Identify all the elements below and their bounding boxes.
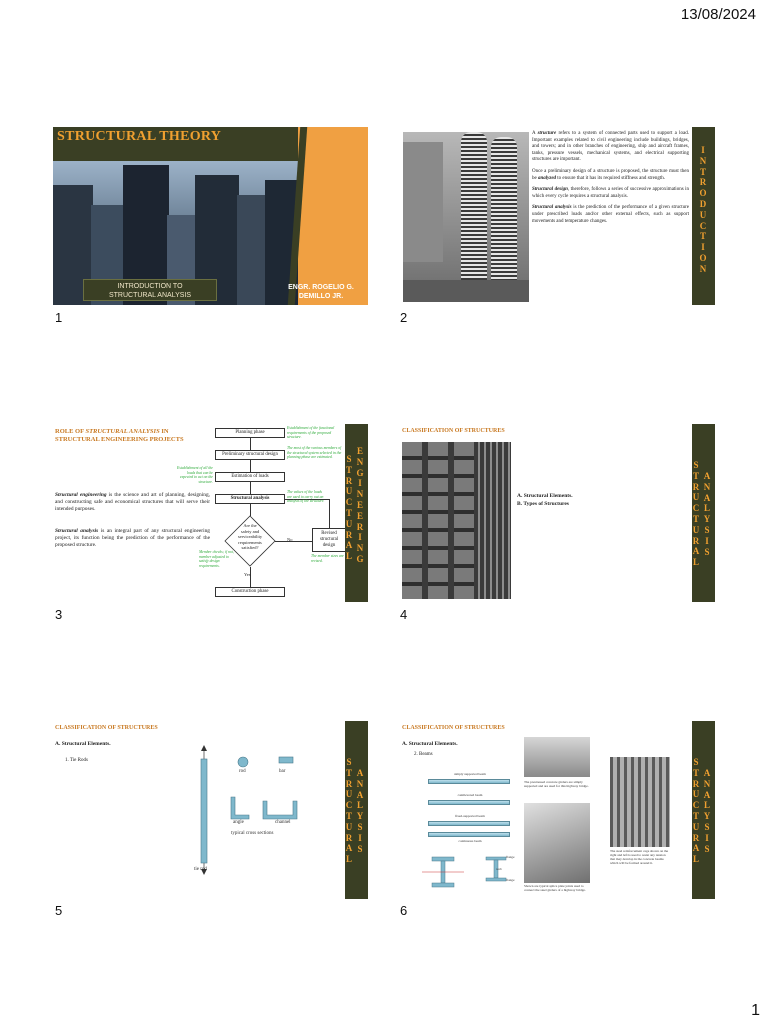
slide-2[interactable] <box>400 127 715 305</box>
subtitle-line-2: STRUCTURAL ANALYSIS <box>108 292 192 299</box>
flow-note: Establishment of all the loads that can be expected to act on the structure. <box>177 466 213 484</box>
slide-4[interactable] <box>400 424 715 602</box>
label-flange: flange <box>506 855 515 859</box>
label-web: web <box>496 867 502 871</box>
slide-3[interactable] <box>53 424 368 602</box>
flow-note: The most of the various members of the structural system selected in the planning phase are estimated. <box>287 446 342 460</box>
flow-revised: Revised structural design <box>312 528 346 552</box>
subtitle-line-1: INTRODUCTION TO <box>117 283 183 290</box>
splice-plate-photo <box>524 803 590 883</box>
label-flange: flange <box>506 878 515 882</box>
side-label-structural: S T R U C T U R A L <box>692 460 700 568</box>
flow-note: Establishment of the functional requirements of the proposed structure. <box>287 426 335 440</box>
beam-label: fixed-supported beam <box>455 814 485 818</box>
flow-construction: Construction phase <box>215 587 285 597</box>
label-cross-sections: typical cross sections <box>231 831 274 836</box>
paragraph: Structural design, therefore, follows a series of successive approximations in which every cycle requires a structural analysis. <box>532 187 689 199</box>
label-bar: bar <box>279 769 286 774</box>
flow-no-label: No <box>287 537 293 542</box>
paragraph: Structural analysis is an integral part of any structural engineering project, its function being the prediction of the performance of the proposed structure. <box>55 528 210 548</box>
label-rod: rod <box>239 769 246 774</box>
side-label-structural: S T R U C T U R A L <box>692 757 700 865</box>
slide-subheading: A. Structural Elements. <box>55 741 111 747</box>
flow-yes-label: Yes <box>244 572 251 577</box>
side-label-structural: S T R U C T U R A L <box>345 454 353 562</box>
simply-supported-beam <box>428 779 510 784</box>
photo-caption: Shown are typical splice plate joints used to connect the steel girders of a highway bridge. <box>524 884 586 892</box>
photo-caption: The prestressed concrete girders are simply supported and are used for this highway bridge. <box>524 780 589 788</box>
side-label-analysis: A N A L Y S I S <box>703 471 711 557</box>
beam-label: continuous beam <box>458 839 482 843</box>
subtitle-box <box>83 279 217 301</box>
slide-number: 5 <box>55 903 63 918</box>
flow-analysis: Structural analysis <box>215 494 285 504</box>
slide-heading: ROLE OF STRUCTURAL ANALYSIS IN STRUCTURAL ENGINEERING PROJECTS <box>55 428 184 443</box>
slide-2-body <box>532 131 689 230</box>
author-line-2: DEMILLO JR. <box>298 293 344 300</box>
beam-label: simply supported beam <box>454 772 486 776</box>
fixed-supported-beam <box>428 821 510 826</box>
page-date: 13/08/2024 <box>680 6 756 23</box>
label-angle: angle <box>233 820 244 825</box>
slide-number: 6 <box>400 903 408 918</box>
photo-caption: The steel reinforcement cage shown on the right and left is used to resist any tension that may develop in the concrete beams which will be formed around it. <box>610 849 669 865</box>
author <box>285 283 357 301</box>
bridge-girders-photo <box>524 737 590 777</box>
slide-5[interactable] <box>53 721 368 899</box>
slide-heading: CLASSIFICATION OF STRUCTURES <box>402 725 505 731</box>
label-channel: channel <box>275 820 291 825</box>
page-number: 1 <box>751 1002 760 1019</box>
paragraph: Once a preliminary design of a structure is proposed, the structure must then be analyzed to ensure that it has its required stiffness and strength. <box>532 168 689 181</box>
flow-note: Member checks; if not, member adjusted to satisfy design requirements. <box>199 550 234 568</box>
marina-towers-photo <box>403 132 529 302</box>
slide-number: 2 <box>400 310 408 325</box>
slide-6[interactable] <box>400 721 715 899</box>
flow-planning: Planning phase <box>215 428 285 438</box>
slide-subheading: A. Structural Elements. <box>402 741 458 747</box>
slide-number: 1 <box>55 310 63 325</box>
slide-item: 2. Beams <box>414 752 433 757</box>
flow-note: The member sizes are revised. <box>311 554 344 563</box>
paragraph: Structural engineering is the science and art of planning, designing, and constructing safe and economical structures that will serve their intended purposes. <box>55 492 210 512</box>
continuous-beam <box>428 832 510 837</box>
paragraph: Structural analysis is the prediction of the performance of a given structure under prescribed loads and/or other external effects, such as support movements and temperature changes. <box>532 205 689 224</box>
side-label-structural: S T R U C T U R A L <box>345 757 353 865</box>
slide-item: 1. Tie Rods <box>65 758 88 763</box>
slide-heading: CLASSIFICATION OF STRUCTURES <box>402 428 505 434</box>
side-label-analysis: A N A L Y S I S <box>703 768 711 854</box>
paragraph: A structure refers to a system of connected parts used to support a load. Important examples related to civil engineering include buildings, bridges, and towers; and in other branches of engineering, ship and aircraft frames, tanks, pressure vessels, mechanical systems, and electrical supporting structures are important. <box>532 131 689 163</box>
wide-flange-section <box>418 853 478 893</box>
slide-heading: CLASSIFICATION OF STRUCTURES <box>55 725 158 731</box>
tie-rod-diagram <box>193 745 318 895</box>
building-construction-photo <box>402 442 511 599</box>
slide-title: STRUCTURAL THEORY <box>57 129 222 144</box>
classification-list <box>517 492 573 508</box>
side-label-analysis: A N A L Y S I S <box>356 768 364 854</box>
author-line-1: ENGR. ROGELIO G. <box>288 284 354 291</box>
label-tie-rod: tie rod <box>194 867 207 872</box>
list-item: A. Structural Elements. <box>517 493 573 499</box>
slide-number: 3 <box>55 607 63 622</box>
flow-note: The values of the loads are used to carry out an analysis of the structure. <box>287 490 325 504</box>
slide-1[interactable] <box>53 127 368 305</box>
list-item: B. Types of Structures <box>517 501 569 507</box>
flow-loads: Estimation of loads <box>215 472 285 482</box>
beam-label: cantilevered beam <box>457 793 483 797</box>
cantilevered-beam <box>428 800 510 805</box>
slide-number: 4 <box>400 607 408 622</box>
side-label-engineering: E N G I N E E R I N G <box>356 446 364 564</box>
side-label-introduction: I N T R O D U C T I O N <box>699 145 707 274</box>
flow-decision-text: Are the safety and serviceability requirements satisfied? <box>237 523 263 550</box>
flow-preliminary: Preliminary structural design <box>215 450 285 460</box>
reinforcement-cage-photo <box>610 757 670 847</box>
